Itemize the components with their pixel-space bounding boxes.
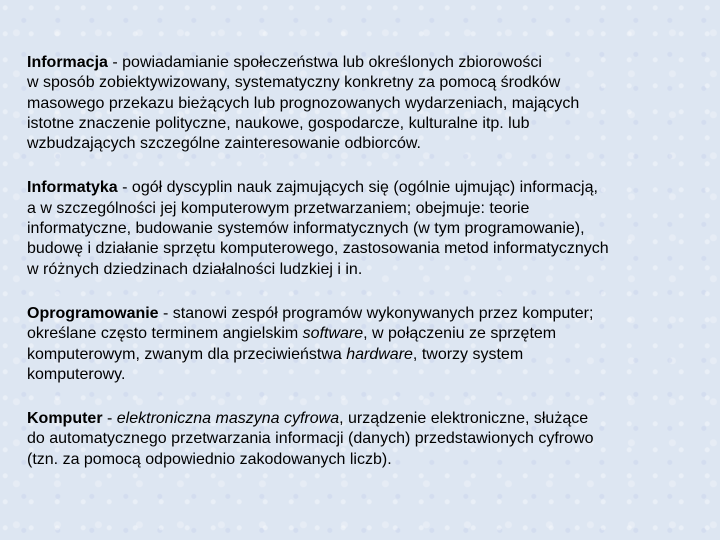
definition-text: określane często terminem angielskim	[27, 325, 303, 343]
definition-line	[27, 345, 702, 365]
definition-line: istotne znaczenie polityczne, naukowe, gospodarcze, kulturalne itp. lub	[27, 114, 530, 132]
definition-informacja	[27, 53, 702, 154]
definition-line: do automatycznego przetwarzania informacji (danych) przedstawionych cyfrowo	[27, 430, 594, 448]
definition-informatyka	[27, 178, 702, 279]
definition-text: , w połączeniu ze sprzętem	[363, 325, 557, 343]
emphasis-software: software	[302, 325, 364, 343]
definition-text: , urządzenie elektroniczne, służące	[339, 410, 589, 428]
definition-line	[27, 178, 702, 198]
definition-line	[27, 324, 702, 344]
definition-text: - powiadamianie społeczeństwa lub określonych zbiorowości	[107, 54, 542, 71]
definition-text: - stanowi zespół programów wykonywanych przez komputer;	[158, 304, 594, 322]
definition-text: - ogół dyscyplin nauk zajmujących się (ogólnie ujmując) informacją,	[117, 179, 598, 197]
definition-text: , tworzy system	[412, 345, 524, 363]
definition-line: (tzn. za pomocą odpowiednio zakodowanych liczb).	[27, 450, 392, 468]
emphasis-maszyna: elektroniczna maszyna cyfrowa	[116, 410, 340, 428]
definitions-content	[27, 53, 702, 470]
emphasis-hardware: hardware	[346, 345, 413, 363]
definition-line	[27, 409, 702, 429]
definition-line: budowę i działanie sprzętu komputerowego, zastosowania metod informatycznych	[27, 240, 609, 258]
definition-line: informatyczne, budowanie systemów informatycznych (w tym programowanie),	[27, 220, 585, 238]
definition-text: komputerowym, zwanym dla przeciwieństwa	[27, 345, 347, 363]
definition-komputer	[27, 409, 702, 470]
definition-line: a w szczególności jej komputerowym przetwarzaniem; obejmuje: teorie	[27, 199, 530, 217]
term-komputer: Komputer	[27, 410, 103, 428]
term-informatyka: Informatyka	[27, 179, 118, 197]
definition-line	[27, 53, 702, 73]
term-oprogramowanie: Oprogramowanie	[27, 304, 159, 322]
definition-line: masowego przekazu bieżących lub prognozowanych wydarzeniach, mających	[27, 94, 580, 112]
definition-line: komputerowy.	[27, 365, 126, 383]
definition-oprogramowanie	[27, 304, 702, 385]
definition-line: wzbudzających szczególne zainteresowanie odbiorców.	[27, 135, 421, 153]
definition-line	[27, 304, 702, 324]
definition-line: w sposób zobiektywizowany, systematyczny konkretny za pomocą środków	[27, 74, 561, 92]
definition-line: w różnych dziedzinach działalności ludzkiej i in.	[27, 260, 363, 278]
term-informacja: Informacja	[27, 54, 108, 71]
definition-text: -	[102, 410, 117, 428]
